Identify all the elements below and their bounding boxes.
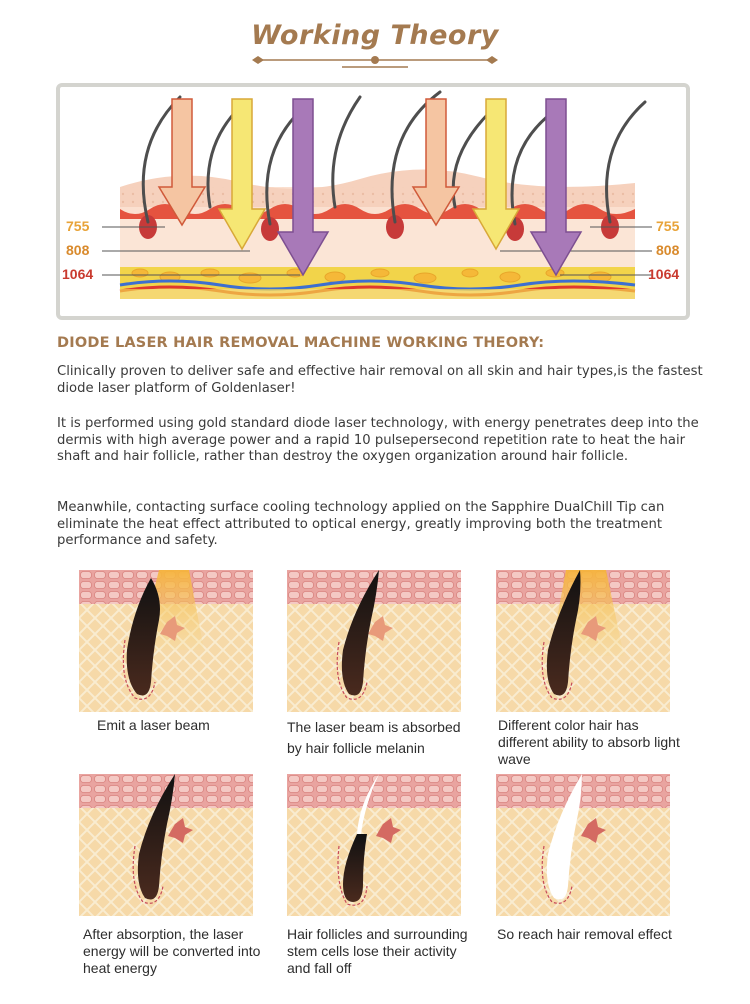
section-heading: DIODE LASER HAIR REMOVAL MACHINE WORKING THEORY: xyxy=(57,335,545,351)
paragraph-technology: It is performed using gold standard diode laser technology, with energy penetrates deep into the dermis with high average power and a rapid 10 pulsepersecond repetition rate to heat the hair shaft and hair follicle, rather than destroy the oxygen organization around hair follicle. xyxy=(57,416,699,464)
step-caption-6: So reach hair removal effect xyxy=(497,926,672,942)
step-caption-1: Emit a laser beam xyxy=(97,717,210,733)
step-tile-4 xyxy=(79,774,253,916)
wavelength-diagram xyxy=(56,83,690,320)
step-caption-2: The laser beam is absorbed by hair follicle melanin xyxy=(287,719,461,756)
step-tile-3 xyxy=(496,570,670,712)
step-caption-4: After absorption, the laser energy will be converted into heat energy xyxy=(83,926,261,976)
step-tile-2 xyxy=(287,570,461,712)
paragraph-cooling: Meanwhile, contacting surface cooling technology applied on the Sapphire DualChill Tip can eliminate the heat effect attributed to optical energy, greatly improving both the treatment performance and safety. xyxy=(57,500,665,548)
step-tile-5 xyxy=(287,774,461,916)
wavelength-1064-left: 1064 xyxy=(62,266,94,282)
title-ornament xyxy=(250,52,500,74)
step-caption-3: Different color hair has different ability to absorb light wave xyxy=(498,717,680,767)
step-caption-5: Hair follicles and surrounding stem cells lose their activity and fall off xyxy=(287,926,468,976)
wavelength-755-left: 755 xyxy=(66,218,90,234)
step-tile-6 xyxy=(496,774,670,916)
step-tile-1 xyxy=(79,570,253,712)
page-title: Working Theory xyxy=(251,20,499,51)
wavelength-808-left: 808 xyxy=(66,242,90,258)
paragraph-intro: Clinically proven to deliver safe and effective hair removal on all skin and hair types,is the fastest diode laser platform of Goldenlaser! xyxy=(57,364,703,396)
wavelength-1064-right: 1064 xyxy=(648,266,680,282)
wavelength-808-right: 808 xyxy=(656,242,680,258)
wavelength-755-right: 755 xyxy=(656,218,680,234)
